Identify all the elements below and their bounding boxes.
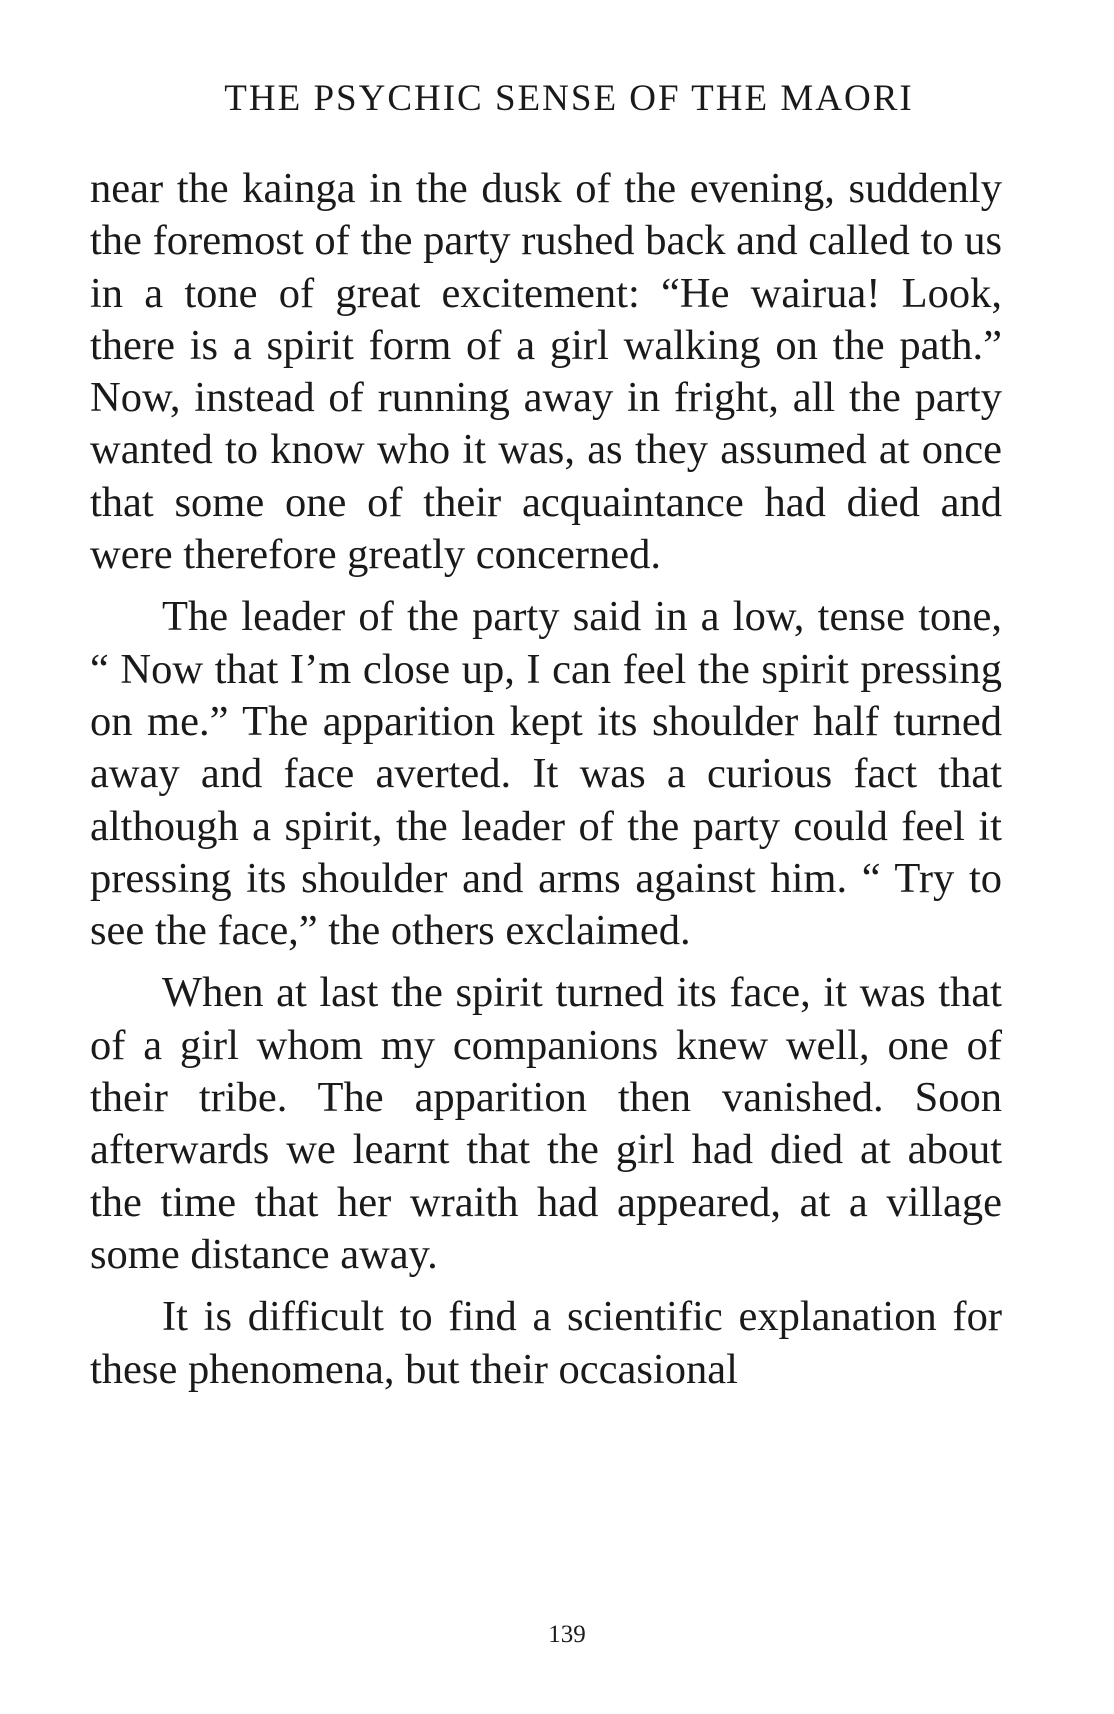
paragraph-continuation: near the kainga in the dusk of the evening, suddenly the foremost of the party rushed back and called to us in a tone of great excitement: “He wairua! Look, there is a spirit form of a girl walking on the path.” Now, instead of running away in fright, all the party wanted to know who it was, as they assumed at once that some one of their acquaintance had died and were therefore greatly concerned. — [90, 165, 1002, 579]
paragraph-explanation: It is difficult to find a scientific explanation for these phenomena, but their occasional — [90, 1293, 1002, 1393]
paragraph-apparition: When at last the spirit turned its face, it was that of a girl whom my companions knew well, one of their tribe. The apparition then vanished. Soon afterwards we learnt that the girl had died at about the time that her wraith had appeared, at a village some distance away. — [90, 969, 1002, 1278]
running-header: THE PSYCHIC SENSE OF THE MAORI — [224, 78, 914, 119]
page-number: 139 — [548, 1621, 586, 1648]
paragraph-leader: The leader of the party said in a low, tense tone, “ Now that I’m close up, I can feel the spirit pressing on me.” The apparition kept its shoulder half turned away and face averted. It was a curious fact that although a spirit, the leader of the party could feel it pressing its shoulder and arms against him. “ Try to see the face,” the others exclaimed. — [90, 593, 1002, 955]
body-text — [90, 163, 1002, 1396]
